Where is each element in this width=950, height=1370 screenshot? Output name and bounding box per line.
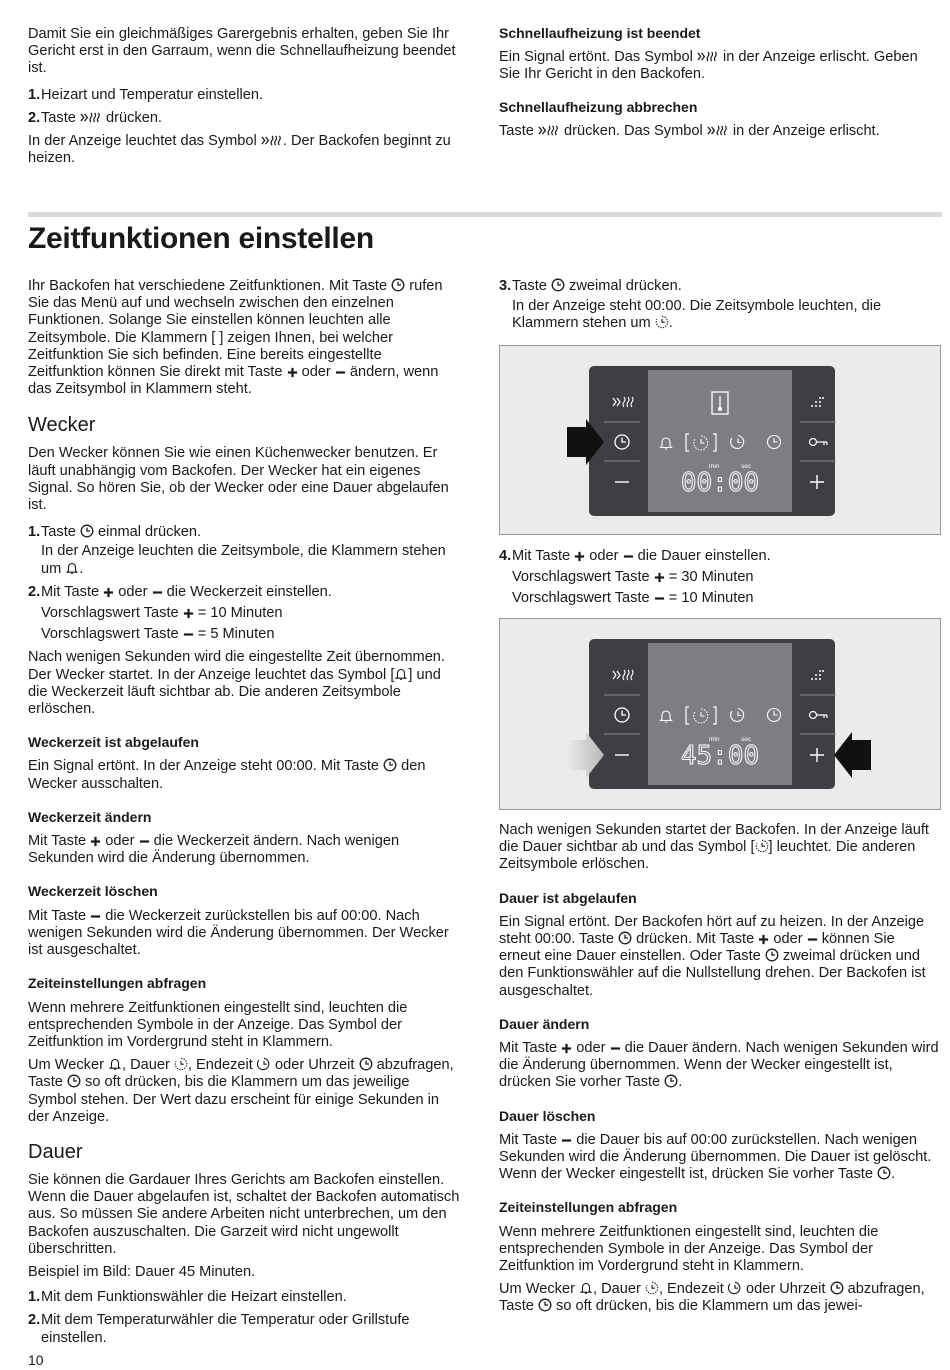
- text: Um Wecker: [28, 1057, 104, 1074]
- step-number: 1.: [28, 86, 41, 103]
- clock-icon: [359, 1057, 373, 1071]
- step-1: [28, 87, 468, 104]
- text: die Dauer ändern. Nach wenigen Sekunden wird die Änderung übernommen. Wenn der Wecker eingestellt ist, drücken Sie vorher Taste: [499, 1040, 939, 1091]
- time-readout: 00:00: [680, 468, 760, 498]
- text: den Wecker ausschalten.: [28, 758, 426, 792]
- section-divider: [28, 212, 942, 217]
- bell-icon: [108, 1057, 122, 1071]
- step-result: [28, 133, 468, 167]
- query-text-2: [28, 1057, 460, 1126]
- time-readout: 45:00: [680, 741, 760, 771]
- plus-icon: [561, 1043, 572, 1054]
- duration-icon: [645, 1281, 659, 1295]
- right-column-top: [499, 278, 939, 333]
- text: oder Uhrzeit: [274, 1057, 355, 1074]
- wecker-done-text: [28, 758, 460, 792]
- text: rufen Sie das Menü auf und wechseln zwischen den einzelnen Funktionen. Solange Sie einstellen können leuchten alle Zeitsymbole. Die Klammern [ ] zeigen Ihnen, bei welcher Zeitfunktion Sie sich befinden. Eine bereits eingestellte Zeitfunktion können Sie direkt mit Taste: [28, 278, 443, 381]
- step-text: Mit dem Temperaturwähler die Temperatur oder Grillstufe einstellen.: [41, 1312, 410, 1346]
- text: in der Anzeige erlischt.: [732, 122, 880, 139]
- step-text: Taste: [512, 278, 547, 294]
- heading-query: Zeiteinstellungen abfragen: [28, 975, 207, 992]
- right-column-step4: [499, 548, 939, 608]
- text: Vorschlagswert Taste: [512, 569, 650, 586]
- minus-icon: [610, 1043, 621, 1054]
- text: die Weckerzeit ändern. Nach wenigen Sekunden wird die Änderung übernommen.: [28, 833, 400, 867]
- query-text-1: Wenn mehrere Zeitfunktionen eingestellt sind, leuchten die entsprechenden Symbole in der Anzeige. Das Symbol der Zeitfunktion im Vordergrund steht in Klammern.: [499, 1223, 879, 1275]
- minus-icon: [807, 934, 818, 945]
- dauer-change-text: [499, 1040, 939, 1092]
- heading-dauer: Dauer: [28, 1140, 83, 1163]
- dauer-step-2: [28, 1312, 460, 1346]
- text: die Dauer bis auf 00:00 zurückstellen. Nach wenigen Sekunden wird die Änderung übernommen. Die Dauer ist gelöscht. Wenn der Wecker eingestellt ist, drücken Sie vorher Taste: [499, 1131, 932, 1183]
- step-text: Heizart und Temperatur einstellen.: [41, 86, 263, 103]
- text: oder: [105, 833, 135, 850]
- text: , Dauer: [122, 1057, 170, 1074]
- section-title: Zeitfunktionen einstellen: [28, 222, 374, 255]
- rapid-heat-icon: [538, 124, 560, 137]
- sec-label: sec: [741, 463, 752, 470]
- step-text: drücken.: [106, 109, 162, 126]
- bell-icon: [394, 667, 408, 681]
- text: abzufragen, Taste: [28, 1057, 454, 1091]
- dauer-step-3: [499, 278, 939, 295]
- plus-icon: [103, 587, 114, 598]
- text: oder Uhrzeit: [745, 1281, 826, 1298]
- text: Nach wenigen Sekunden wird die eingestellte Zeit übernommen. Der Wecker startet. In der Anzeige leuchtet das Symbol [: [28, 649, 445, 683]
- text: Mit Taste: [28, 907, 87, 924]
- sec-label: sec: [741, 736, 752, 743]
- clock-icon: [765, 948, 779, 962]
- text: Mit Taste: [28, 833, 87, 850]
- step-text: die Dauer einstellen.: [637, 548, 771, 564]
- dauer-step-3-result: [499, 298, 939, 332]
- step-number: 2.: [28, 583, 41, 600]
- heading-wecker-done: Weckerzeit ist abgelaufen: [28, 734, 199, 751]
- text: Vorschlagswert Taste: [512, 590, 650, 607]
- text: , Endezeit: [658, 1281, 724, 1298]
- clock-icon: [618, 931, 632, 945]
- clock-icon: [391, 278, 405, 292]
- top-left-column: [28, 26, 468, 167]
- dauer-example: Beispiel im Bild: Dauer 45 Minuten.: [28, 1263, 256, 1280]
- rapid-heat-icon: [707, 124, 729, 137]
- text: .: [668, 315, 673, 332]
- step-text: Taste: [41, 524, 76, 541]
- step-text: Mit Taste: [41, 583, 100, 600]
- query-text-2: [499, 1281, 939, 1315]
- heading-dauer-delete: Dauer löschen: [499, 1107, 596, 1124]
- clock-icon: [664, 1074, 678, 1088]
- time-functions-intro: [28, 278, 460, 398]
- text: .: [891, 1166, 896, 1183]
- heading-wecker: Wecker: [28, 414, 96, 437]
- wecker-change-text: [28, 833, 460, 867]
- plus-icon: [90, 836, 101, 847]
- duration-icon: [655, 315, 669, 329]
- step-text: zweimal drücken.: [569, 278, 682, 294]
- text: = 5 Minuten: [197, 626, 275, 643]
- left-column: [28, 278, 460, 1347]
- plus-icon: [654, 572, 665, 583]
- step-text: Taste: [41, 109, 76, 126]
- text: ] und die Weckerzeit läuft sichtbar ab. Die anderen Zeitsymbole erlöschen.: [28, 666, 441, 718]
- step-text: Mit Taste: [512, 548, 571, 564]
- dauer-step-4: [499, 548, 939, 565]
- right-column-bottom: [499, 822, 939, 1316]
- wecker-delete-text: [28, 908, 460, 960]
- wecker-step-1-result: [28, 543, 460, 577]
- wecker-suggestion-minus: [28, 626, 460, 643]
- rapid-heat-done-text: [499, 49, 939, 83]
- plus-icon: [287, 367, 298, 378]
- result-text: In der Anzeige leuchtet das Symbol: [28, 133, 257, 150]
- text: Mit Taste: [499, 1040, 558, 1057]
- duration-icon: [755, 839, 769, 853]
- clock-icon: [80, 524, 94, 538]
- text: = 10 Minuten: [668, 590, 754, 607]
- end-time-icon: [257, 1057, 271, 1071]
- rapid-heat-icon: [697, 50, 719, 63]
- rapid-heat-icon: [261, 134, 283, 147]
- text: die Weckerzeit zurückstellen bis auf 00:00. Nach wenigen Sekunden wird die Änderung übernommen. Der Wecker ist ausgeschaltet.: [28, 907, 449, 959]
- step-number: 2.: [28, 109, 41, 126]
- step-text: die Weckerzeit einstellen.: [166, 583, 332, 600]
- minus-icon: [623, 551, 634, 562]
- step-number: 3.: [499, 278, 512, 294]
- heading-query: Zeiteinstellungen abfragen: [499, 1199, 678, 1216]
- plus-icon: [758, 934, 769, 945]
- clock-icon: [551, 278, 565, 292]
- heading-wecker-delete: Weckerzeit löschen: [28, 883, 158, 900]
- dauer-step-1: [28, 1289, 460, 1306]
- text: Mit Taste: [499, 1131, 558, 1148]
- top-right-column: [499, 25, 939, 140]
- control-panel-figure-1: [499, 345, 941, 535]
- text: drücken. Das Symbol: [564, 122, 703, 139]
- min-label: min: [709, 463, 720, 470]
- bell-icon: [579, 1281, 593, 1295]
- text: In der Anzeige steht 00:00. Die Zeitsymbole leuchten, die Klammern stehen um: [512, 298, 882, 332]
- step-text: oder: [589, 548, 619, 564]
- dauer-intro: Sie können die Gardauer Ihres Gerichts am Backofen einstellen. Wenn die Dauer abgelaufen ist, schaltet der Backofen automatisch aus. So müssen Sie andere Arbeiten nicht unterbrechen, um den Backofen auszuschalten. Die Garzeit wird nicht ungewollt überschritten.: [28, 1171, 460, 1257]
- step-number: 4.: [499, 548, 512, 564]
- text: .: [79, 560, 84, 577]
- text: ändern, wenn das Zeitsymbol in Klammern steht.: [28, 364, 439, 398]
- plus-icon: [183, 608, 194, 619]
- heading-wecker-change: Weckerzeit ändern: [28, 808, 152, 825]
- clock-icon: [67, 1074, 81, 1088]
- text: können Sie erneut eine Dauer einstellen. Oder Taste: [499, 931, 895, 965]
- wecker-suggestion-plus: [28, 605, 460, 622]
- text: ] leuchtet. Die anderen Zeitsymbole erlöschen.: [499, 839, 916, 873]
- text: In der Anzeige leuchten die Zeitsymbole, die Klammern stehen um: [41, 543, 446, 577]
- duration-icon: [174, 1057, 188, 1071]
- rapid-heat-cancel-text: [499, 123, 939, 140]
- text: so oft drücken, bis die Klammern um das jeweilige Symbol stehen. Der Wert dazu erscheint für einige Sekunden in der Anzeige.: [28, 1074, 440, 1125]
- heading-rapid-heat-cancel: Schnellaufheizung abbrechen: [499, 98, 698, 115]
- query-text-1: Wenn mehrere Zeitfunktionen eingestellt sind, leuchten die entsprechenden Symbole in der Anzeige. Das Symbol der Zeitfunktion im Vordergrund steht in Klammern.: [28, 999, 408, 1050]
- text: = 10 Minuten: [197, 605, 283, 622]
- minus-icon: [183, 629, 194, 640]
- wecker-after: [28, 649, 460, 718]
- plus-icon: [574, 551, 585, 562]
- text: in der Anzeige erlischt. Geben Sie Ihr Gericht in den Backofen.: [499, 49, 918, 83]
- step-text: einmal drücken.: [98, 524, 202, 541]
- text: oder: [576, 1040, 606, 1057]
- text: .: [678, 1074, 683, 1091]
- step-text: Mit dem Funktionswähler die Heizart einstellen.: [41, 1289, 347, 1306]
- clock-icon: [538, 1298, 552, 1312]
- heading-rapid-heat-done: Schnellaufheizung ist beendet: [499, 25, 701, 41]
- text: drücken. Mit Taste: [636, 931, 755, 948]
- step-text: oder: [118, 583, 148, 600]
- minus-icon: [152, 587, 163, 598]
- minus-icon: [335, 367, 346, 378]
- text: abzufragen, Taste: [499, 1281, 925, 1315]
- text: Ihr Backofen hat verschiedene Zeitfunktionen. Mit Taste: [28, 278, 388, 294]
- wecker-step-2: [28, 584, 460, 601]
- step-2: [28, 110, 468, 127]
- dauer-suggestion-plus: [499, 569, 939, 586]
- control-panel-figure-2: [499, 618, 941, 810]
- text: , Endezeit: [187, 1057, 253, 1074]
- minus-icon: [654, 593, 665, 604]
- minus-icon: [561, 1135, 572, 1146]
- clock-icon: [877, 1166, 891, 1180]
- text: oder: [301, 364, 331, 381]
- step-number: 2.: [28, 1312, 41, 1329]
- text: Um Wecker: [499, 1281, 575, 1298]
- rapid-heat-icon: [80, 111, 102, 124]
- page-number: 10: [28, 1352, 44, 1368]
- dauer-delete-text: [499, 1132, 939, 1184]
- step-number: 1.: [28, 1289, 41, 1306]
- text: Ein Signal ertönt. Der Backofen hört auf zu heizen. In der Anzeige steht 00:00. Taste: [499, 913, 925, 948]
- text: Ein Signal ertönt. In der Anzeige steht 00:00. Mit Taste: [28, 758, 380, 775]
- text: oder: [773, 931, 803, 948]
- text: = 30 Minuten: [668, 569, 754, 586]
- text: Vorschlagswert Taste: [41, 605, 179, 622]
- clock-icon: [383, 758, 397, 772]
- rapid-heat-intro: Damit Sie ein gleichmäßiges Garergebnis erhalten, geben Sie Ihr Gericht erst in den Garraum, wenn die Schnellaufheizung beendet ist.: [28, 26, 456, 77]
- step-number: 1.: [28, 524, 41, 541]
- text: Vorschlagswert Taste: [41, 626, 179, 643]
- text: Nach wenigen Sekunden startet der Backofen. In der Anzeige läuft die Dauer sichtbar ab und das Symbol [: [499, 822, 929, 856]
- dauer-after: [499, 822, 939, 874]
- dauer-done-text: [499, 914, 939, 1000]
- min-label: min: [709, 736, 720, 743]
- text: so oft drücken, bis die Klammern um das jewei-: [556, 1298, 863, 1315]
- clock-icon: [830, 1281, 844, 1295]
- heading-dauer-done: Dauer ist abgelaufen: [499, 889, 637, 906]
- dauer-suggestion-minus: [499, 590, 939, 607]
- minus-icon: [90, 911, 101, 922]
- heading-dauer-change: Dauer ändern: [499, 1015, 590, 1032]
- minus-icon: [139, 836, 150, 847]
- text: zweimal drücken und den Funktionswähler auf die Nullstellung drehen. Der Backofen ist ausgeschaltet.: [499, 948, 926, 999]
- text: Taste: [499, 122, 534, 139]
- text: , Dauer: [593, 1281, 641, 1298]
- bell-icon: [65, 561, 79, 575]
- result-text: . Der Backofen beginnt zu heizen.: [28, 133, 451, 167]
- wecker-intro: Den Wecker können Sie wie einen Küchenwecker benutzen. Er läuft unabhängig vom Backofen. Der Wecker hat ein eigenes Signal. So hören Sie, ob der Wecker oder eine Dauer abgelaufen ist.: [28, 445, 449, 514]
- end-time-icon: [728, 1281, 742, 1295]
- wecker-step-1: [28, 524, 460, 541]
- text: Ein Signal ertönt. Das Symbol: [499, 49, 693, 66]
